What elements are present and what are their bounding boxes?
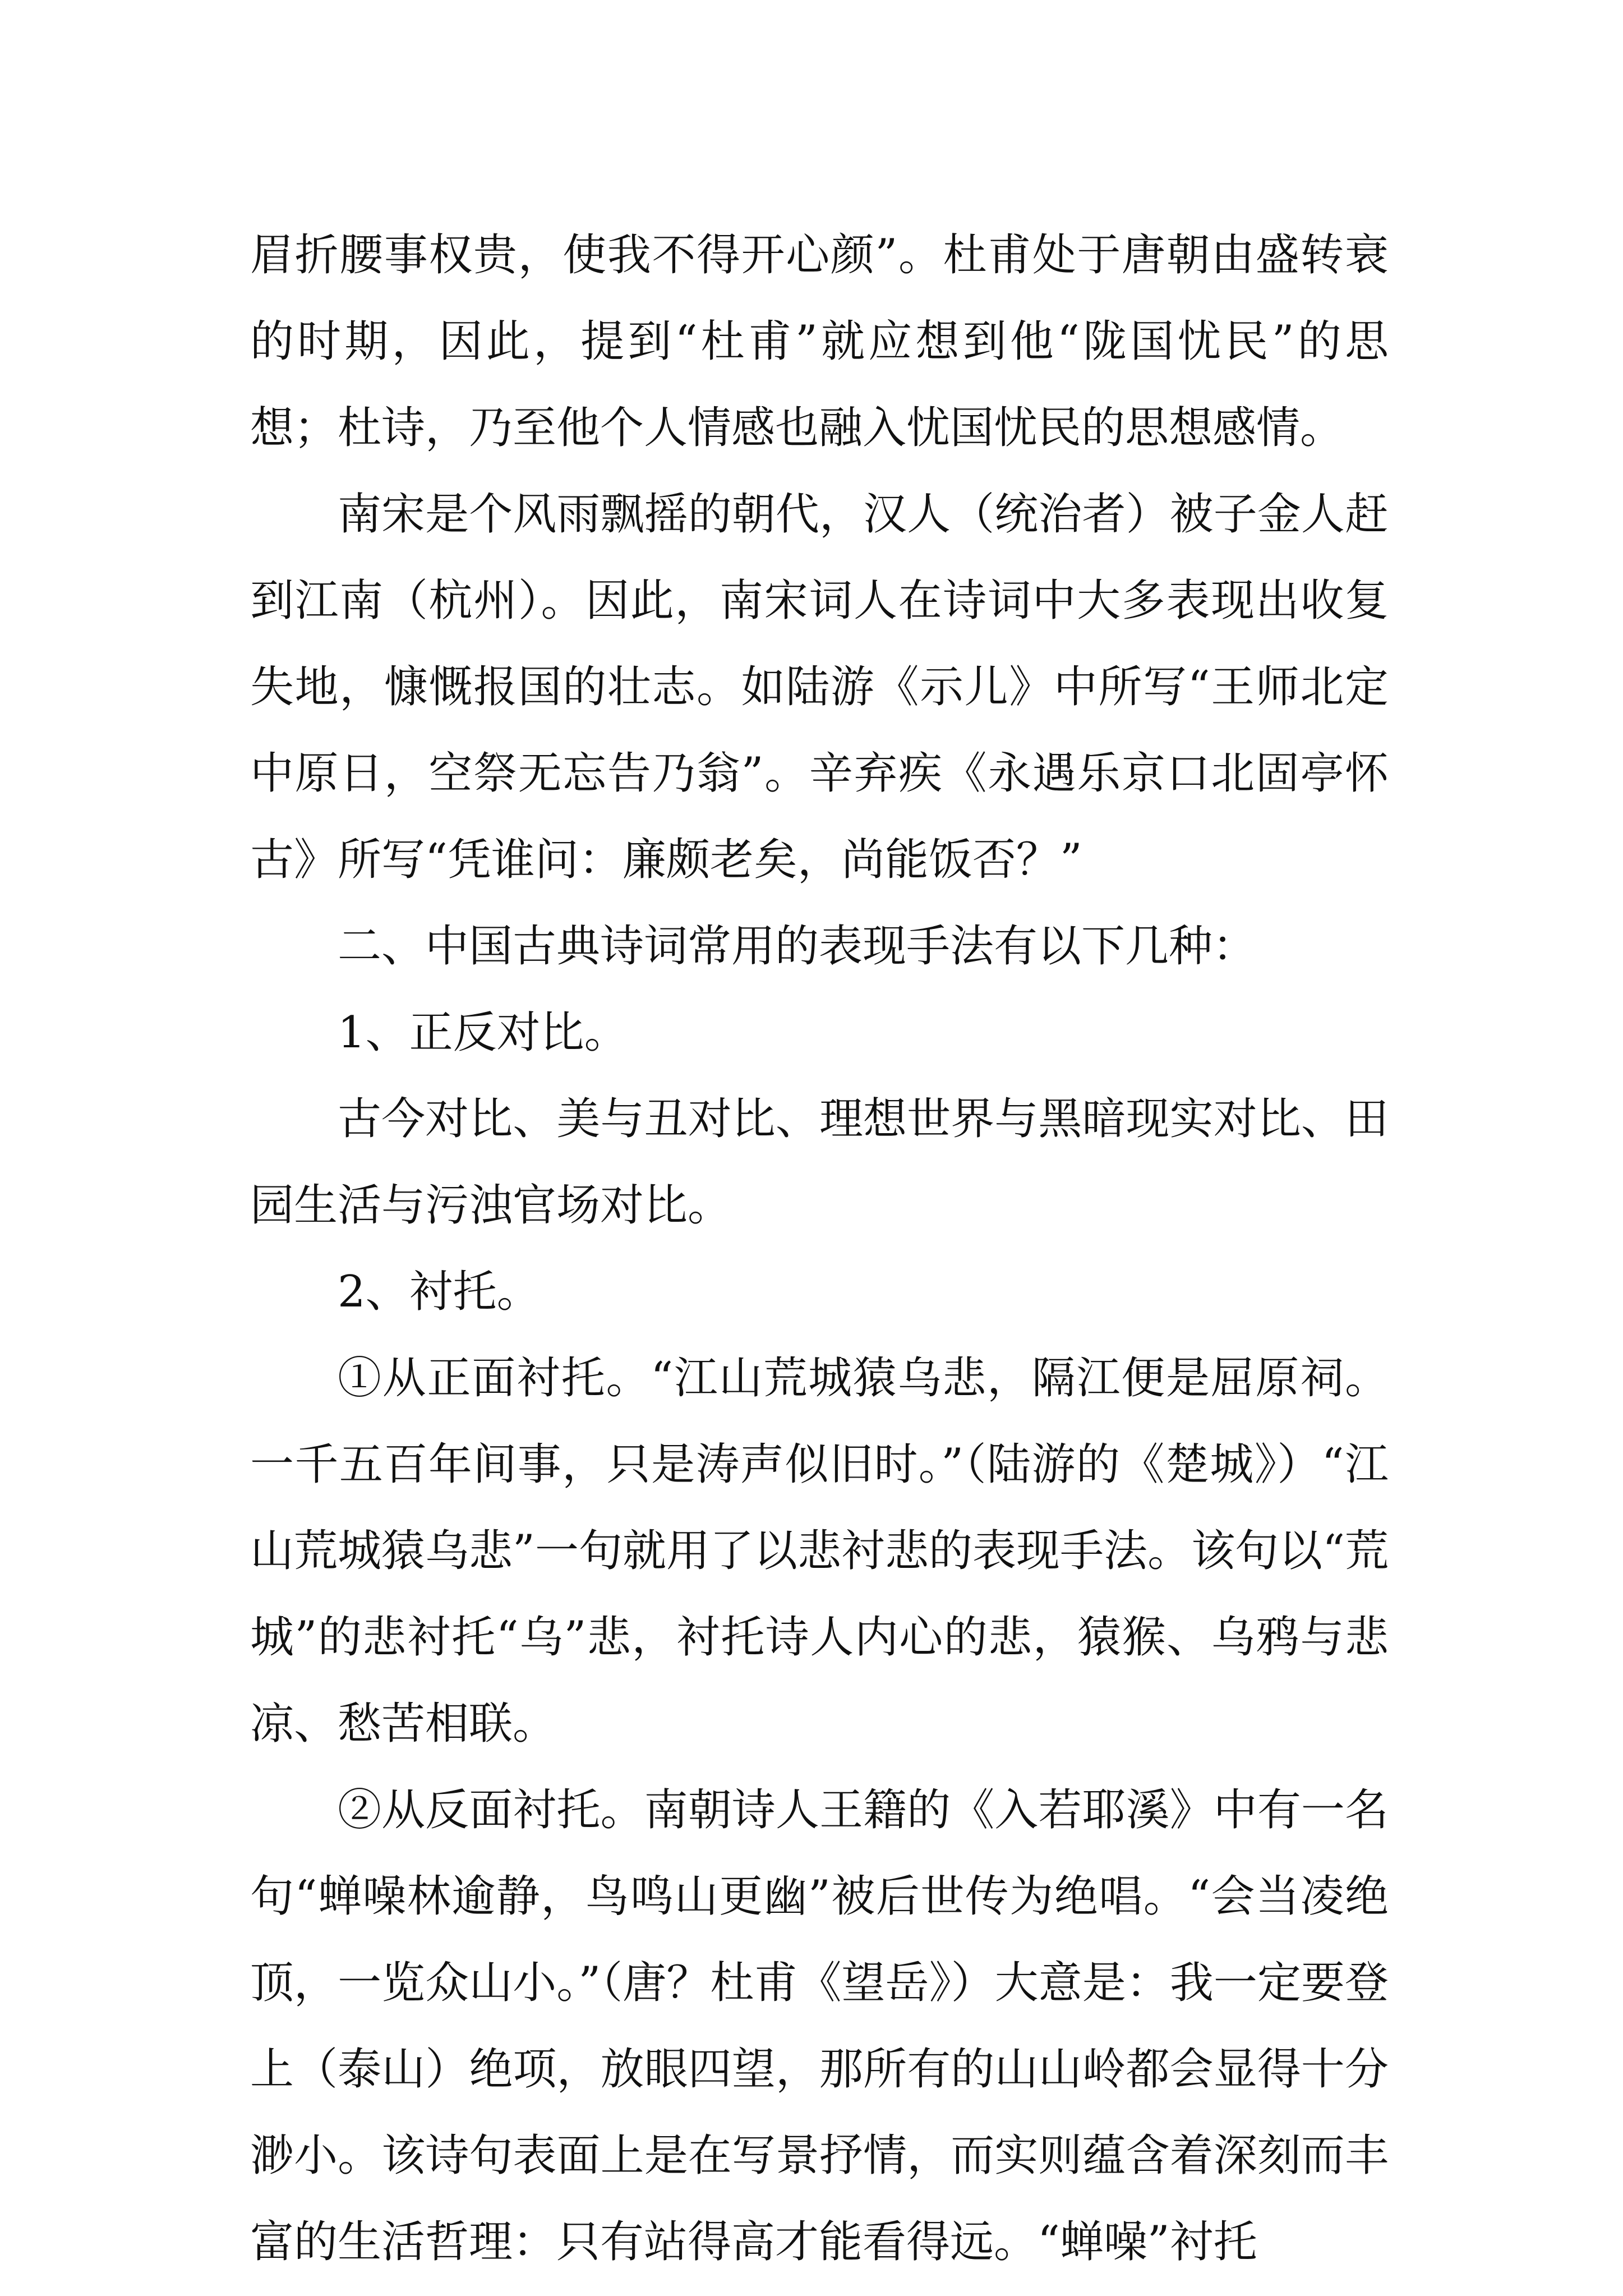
subheading-contrast: 1、正反对比。 [338, 1007, 628, 1058]
document-page [250, 212, 1389, 2285]
paragraph-continuation: 眉折腰事权贵，使我不得开心颜”。杜甫处于唐朝由盛转衰的时期，因此，提到“杜甫”就应想到他“陇国忧民”的思想；杜诗，乃至他个人情感也融入忧国忧民的思想感情。 [250, 230, 1389, 453]
paragraph-southern-song: 南宋是个风雨飘摇的朝代，汉人（统治者）被子金人赶到江南（杭州）。因此，南宋词人在诗词中大多表现出收复失地，慷慨报国的壮志。如陆游《示儿》中所写“王师北定中原日，空祭无忘告乃翁”。辛弃疾《永遇乐京口北固亭怀古》所写“凭谁问：廉颇老矣，尚能饭否？” [250, 489, 1389, 885]
section-heading-techniques: 二、中国古典诗词常用的表现手法有以下几种： [338, 921, 1257, 972]
paragraph-positive-foil: ①从正面衬托。“江山荒城猿乌悲，隔江便是屈原祠。一千五百年间事，只是涛声似旧时。”（陆游的《楚城》）“江山荒城猿乌悲”一句就用了以悲衬悲的表现手法。该句以“荒城”的悲衬托“乌”悲，衬托诗人内心的悲，猿猴、乌鸦与悲凉、愁苦相联。 [250, 1353, 1389, 1749]
subheading-foil: 2、衬托。 [338, 1267, 541, 1317]
paragraph-negative-foil: ②从反面衬托。南朝诗人王籍的《入若耶溪》中有一名句“蝉噪林逾静，鸟鸣山更幽”被后世传为绝唱。“会当凌绝顶，一览众山小。”（唐？杜甫《望岳》）大意是：我一定要登上（泰山）绝项，放眼四望，那所有的山山岭都会显得十分渺小。该诗句表面上是在写景抒情，而实则蕴含着深刻而丰富的生活哲理：只有站得高才能看得远。“蝉噪”衬托 [250, 1785, 1389, 2267]
paragraph-contrast: 古今对比、美与丑对比、理想世界与黑暗现实对比、田园生活与污浊官场对比。 [250, 1094, 1389, 1231]
